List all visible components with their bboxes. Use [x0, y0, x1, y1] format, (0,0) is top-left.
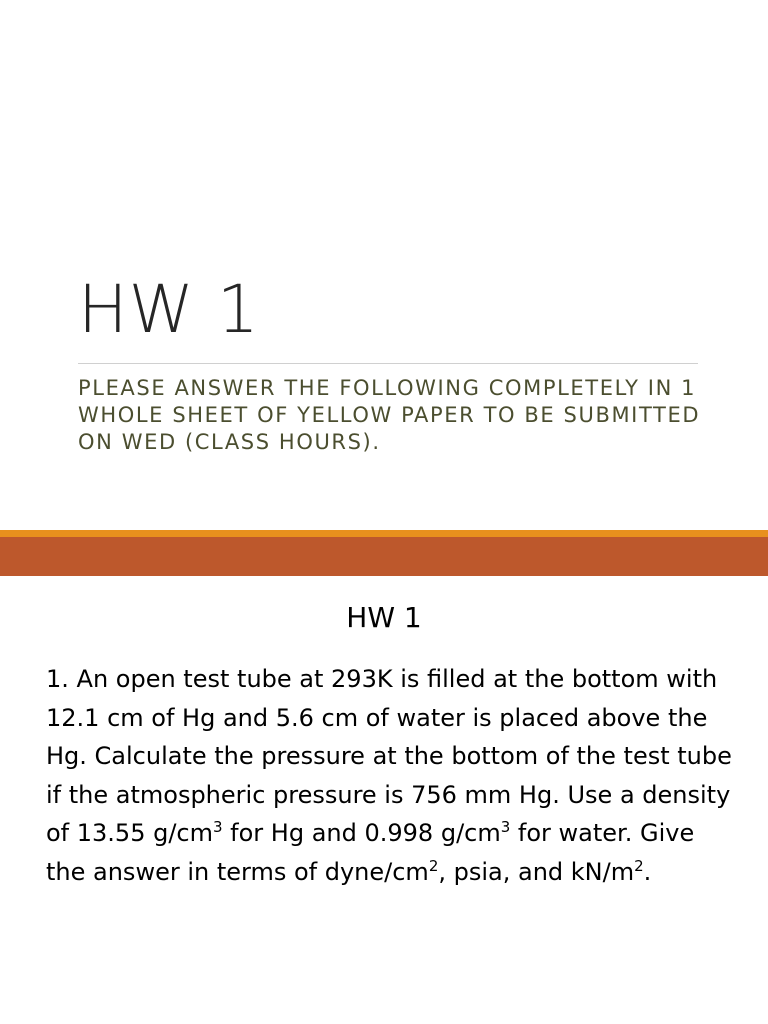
- question-text-3: for water. Give the answer in terms of dyne/cm: [46, 819, 695, 886]
- question-text-1: 1. An open test tube at 293K is filled at the bottom with 12.1 cm of Hg and 5.6 cm of water is placed above the Hg. Calculate the pressure at the bottom of the test tube if the atmospheric pressure is 756 mm Hg. Use a density of 13.55 g/cm: [46, 665, 732, 847]
- title-divider: [78, 363, 698, 364]
- question-text-4: , psia, and kN/m: [438, 857, 635, 886]
- question-1: [46, 660, 736, 891]
- superscript-1: 3: [213, 818, 223, 836]
- question-text-5: .: [643, 857, 652, 886]
- slide-subtitle: PLEASE ANSWER THE FOLLOWING COMPLETELY IN 1 WHOLE SHEET OF YELLOW PAPER TO BE SUBMITTED ON WED (CLASS HOURS).: [78, 376, 701, 454]
- content-slide-heading: HW 1: [346, 601, 422, 634]
- superscript-3: 2: [428, 856, 439, 875]
- question-text-2: for Hg and 0.998 g/cm: [222, 819, 501, 847]
- slide-title: HW 1: [78, 271, 260, 348]
- superscript-4: 2: [634, 856, 644, 875]
- superscript-2: 3: [500, 818, 511, 836]
- accent-band-rust: [0, 537, 768, 576]
- accent-band-orange: [0, 530, 768, 537]
